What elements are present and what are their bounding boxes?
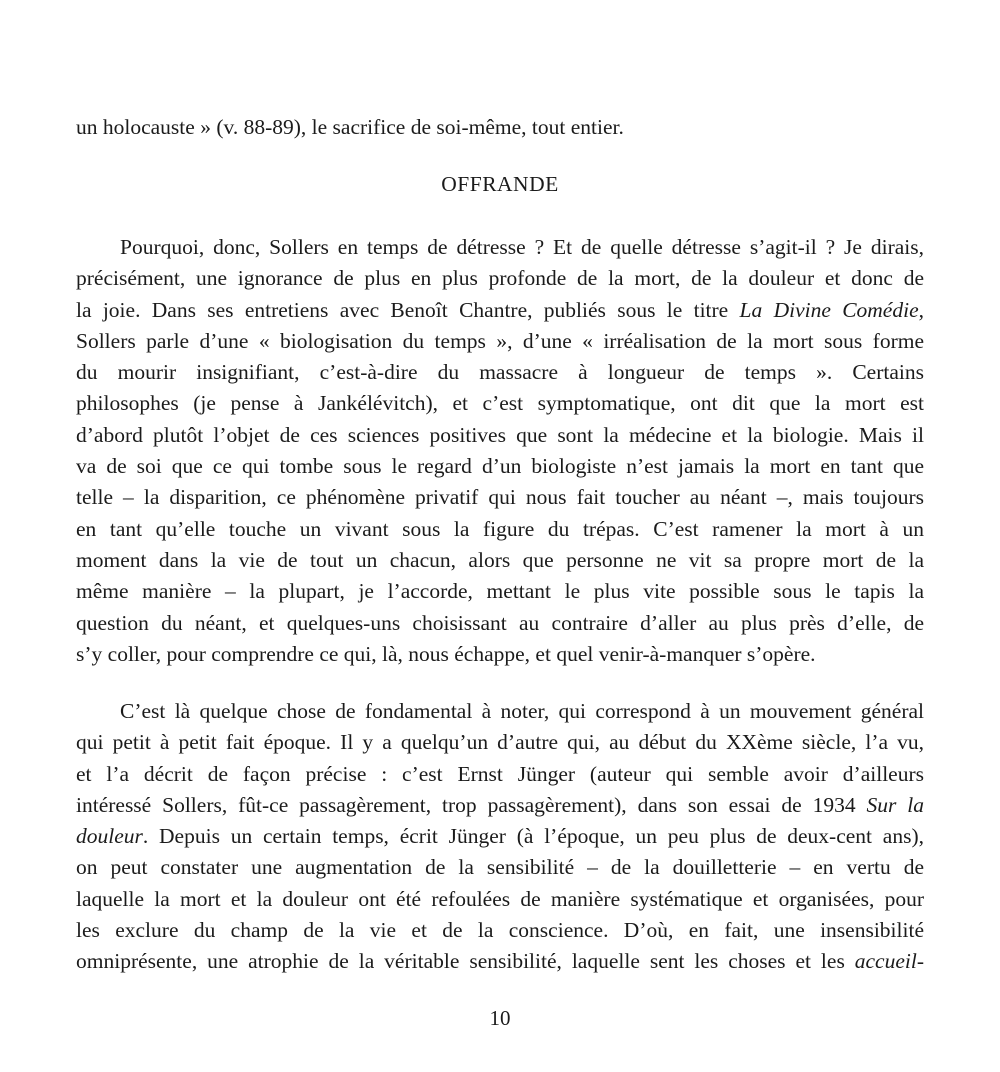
title-italic: douleur bbox=[76, 824, 143, 849]
text-line: un holocauste » (v. 88-89), le sacrifice de soi-même, tout entier. bbox=[76, 115, 624, 139]
section-heading: OFFRANDE bbox=[441, 172, 559, 196]
text-run: la joie. Dans ses entretiens avec Benoît Chantre, publiés sous le titre bbox=[76, 297, 740, 322]
text-line: philosophes (je pense à Jankélévitch), et c’est symptomatique, ont dit que la mort est bbox=[76, 391, 924, 416]
text-line: Pourquoi, donc, Sollers en temps de détresse ? Et de quelle détresse s’agit-il ? Je dirais, bbox=[120, 235, 924, 259]
text-line: qui petit à petit fait époque. Il y a quelqu’un d’autre qui, au début du XXème siècle, l’a vu, bbox=[76, 730, 924, 755]
text-line: on peut constater une augmentation de la sensibilité – de la douilletterie – en vertu de bbox=[76, 855, 924, 880]
page-number: 10 bbox=[489, 1006, 511, 1030]
text-line: Sollers parle d’une « biologisation du temps », d’une « irréalisation de la mort sous forme bbox=[76, 328, 924, 353]
text-run: , bbox=[918, 297, 924, 322]
text-line: laquelle la mort et la douleur ont été refoulées de manière systématique et organisées, pour bbox=[76, 886, 924, 911]
title-italic: Sur la bbox=[866, 792, 924, 817]
text-line: question du néant, et quelques-uns choisissant au contraire d’aller au plus près d’elle, de bbox=[76, 610, 924, 635]
text-line: va de soi que ce qui tombe sous le regard d’un biologiste n’est jamais la mort en tant que bbox=[76, 454, 924, 479]
text-line: et l’a décrit de façon précise : c’est Ernst Jünger (auteur qui semble avoir d’ailleurs bbox=[76, 761, 924, 786]
text-line: telle – la disparition, ce phénomène privatif qui nous fait toucher au néant –, mais toujours bbox=[76, 485, 924, 510]
text-run: . Depuis un certain temps, écrit Jünger (à l’époque, un peu plus de deux-cent ans), bbox=[142, 824, 924, 849]
text-line: précisément, une ignorance de plus en plus profonde de la mort, de la douleur et donc de bbox=[76, 266, 924, 291]
text-line bbox=[76, 821, 924, 852]
continuation-line bbox=[76, 112, 924, 143]
text-line bbox=[76, 946, 924, 977]
text-line: s’y coller, pour comprendre ce qui, là, nous échappe, et quel venir-à-manquer s’opère. bbox=[76, 641, 816, 666]
text-line: d’abord plutôt l’objet de ces sciences positives que sont la médecine et la biologie. Mais il bbox=[76, 422, 924, 447]
paragraph-2 bbox=[76, 696, 924, 978]
text-line: moment dans la vie de tout un chacun, alors que personne ne vit sa propre mort de la bbox=[76, 547, 924, 572]
hyphenated-italic: accueil- bbox=[854, 949, 924, 974]
text-line: en tant qu’elle touche un vivant sous la figure du trépas. C’est ramener la mort à un bbox=[76, 516, 924, 541]
text-line bbox=[76, 790, 924, 821]
text-line: même manière – la plupart, je l’accorde, mettant le plus vite possible sous le tapis la bbox=[76, 579, 924, 604]
text-line: les exclure du champ de la vie et de la conscience. D’où, en fait, une insensibilité bbox=[76, 918, 924, 943]
text-line: C’est là quelque chose de fondamental à noter, qui correspond à un mouvement général bbox=[120, 699, 924, 723]
text-run: omniprésente, une atrophie de la véritable sensibilité, laquelle sent les choses et les bbox=[76, 949, 855, 974]
text-run: intéressé Sollers, fût-ce passagèrement, trop passagèrement), dans son essai de 1934 bbox=[76, 792, 867, 817]
title-italic: La Divine Comédie bbox=[739, 297, 919, 322]
text-line bbox=[76, 295, 924, 326]
text-line: du mourir insignifiant, c’est-à-dire du massacre à longueur de temps ». Certains bbox=[76, 360, 924, 385]
paragraph-1 bbox=[76, 232, 924, 670]
